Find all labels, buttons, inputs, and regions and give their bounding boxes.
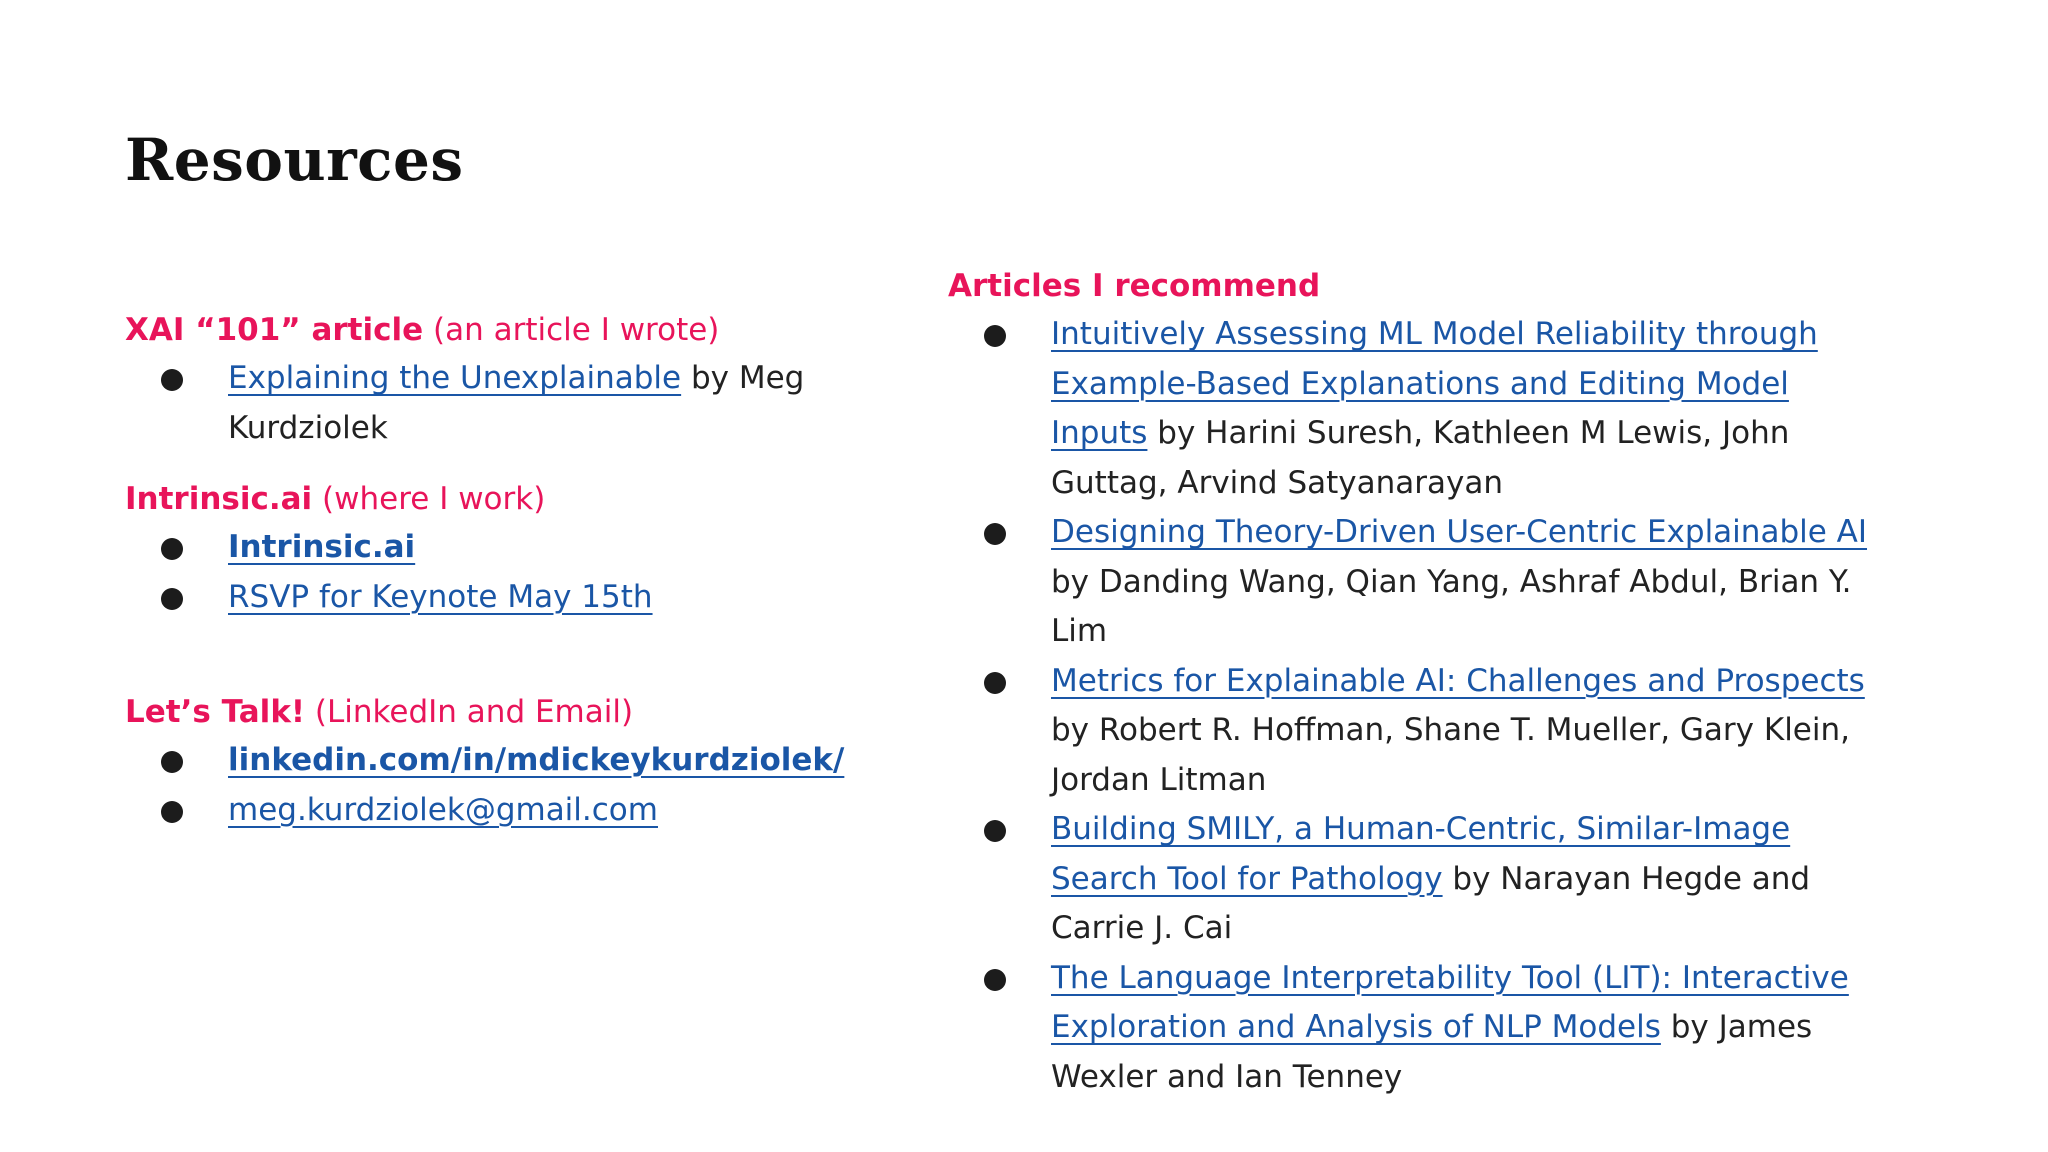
section-heading-intrinsic — [125, 475, 885, 523]
section-intrinsic — [125, 475, 885, 622]
bullet-icon — [161, 369, 183, 391]
list-item — [125, 354, 885, 453]
section-heading-articles — [948, 262, 1868, 310]
bullet-icon — [984, 325, 1006, 347]
articles-list — [948, 310, 1868, 1102]
bullet-icon — [984, 672, 1006, 694]
link-linkedin[interactable]: linkedin.com/in/mdickeykurdziolek/ — [228, 742, 845, 778]
heading-strong: XAI “101” article — [125, 312, 424, 348]
item-author-text: by Meg Kurdziolek — [228, 360, 805, 446]
link-article-lit[interactable]: The Language Interpretability Tool (LIT): Interactive Exploration and Analysis of NLP Models — [1051, 959, 1849, 1045]
list-item — [948, 805, 1868, 954]
section-xai-article — [125, 306, 885, 453]
link-article-smily[interactable]: Building SMILY, a Human-Centric, Similar-Image Search Tool for Pathology — [1051, 811, 1791, 897]
right-column — [948, 262, 1868, 1102]
heading-light: (where I work) — [312, 481, 546, 517]
link-rsvp-keynote[interactable]: RSVP for Keynote May 15th — [228, 578, 653, 615]
left-column — [125, 306, 885, 835]
list-item — [948, 954, 1868, 1103]
bullet-icon — [984, 969, 1006, 991]
bullet-icon — [161, 588, 183, 610]
list-item — [948, 508, 1868, 657]
intrinsic-list — [125, 523, 885, 622]
item-author-text: by Danding Wang, Qian Yang, Ashraf Abdul, Brian Y. Lim — [1051, 563, 1852, 649]
link-explaining-the-unexplainable[interactable]: Explaining the Unexplainable — [228, 360, 682, 396]
bullet-icon — [161, 801, 183, 823]
link-article-ml-reliability[interactable]: Intuitively Assessing ML Model Reliability through Example-Based Explanations and Editing Model Inputs — [1051, 316, 1818, 451]
section-heading-xai — [125, 306, 885, 354]
bullet-icon — [161, 751, 183, 773]
list-item — [125, 573, 885, 623]
item-author-text: by Robert R. Hoffman, Shane T. Mueller, Gary Klein, Jordan Litman — [1051, 712, 1850, 798]
heading-strong: Let’s Talk! — [125, 694, 306, 730]
item-author-text: by Harini Suresh, Kathleen M Lewis, John Guttag, Arvind Satyanarayan — [1051, 415, 1790, 501]
heading-light: (LinkedIn and Email) — [305, 694, 634, 730]
bullet-icon — [984, 820, 1006, 842]
bullet-icon — [984, 523, 1006, 545]
list-item — [125, 786, 885, 836]
heading-strong: Articles I recommend — [948, 268, 1321, 304]
heading-strong: Intrinsic.ai — [125, 481, 313, 517]
list-item — [948, 310, 1868, 508]
section-heading-lets-talk — [125, 688, 885, 736]
link-email[interactable]: meg.kurdziolek@gmail.com — [228, 791, 658, 828]
link-intrinsic-ai[interactable]: Intrinsic.ai — [228, 529, 416, 565]
section-articles — [948, 262, 1868, 1102]
link-article-theory-driven-xai[interactable]: Designing Theory-Driven User-Centric Explainable AI — [1051, 514, 1868, 550]
section-lets-talk — [125, 688, 885, 835]
contact-list — [125, 736, 885, 835]
item-author-text: by Narayan Hegde and Carrie J. Cai — [1051, 860, 1811, 946]
page-title: Resources — [125, 126, 464, 194]
list-item — [948, 657, 1868, 806]
heading-light: (an article I wrote) — [423, 312, 720, 348]
link-article-metrics-xai[interactable]: Metrics for Explainable AI: Challenges and Prospects — [1051, 662, 1865, 699]
item-author-text: by James Wexler and Ian Tenney — [1051, 1009, 1813, 1095]
bullet-icon — [161, 538, 183, 560]
xai-list — [125, 354, 885, 453]
list-item — [125, 523, 885, 573]
list-item — [125, 736, 885, 786]
